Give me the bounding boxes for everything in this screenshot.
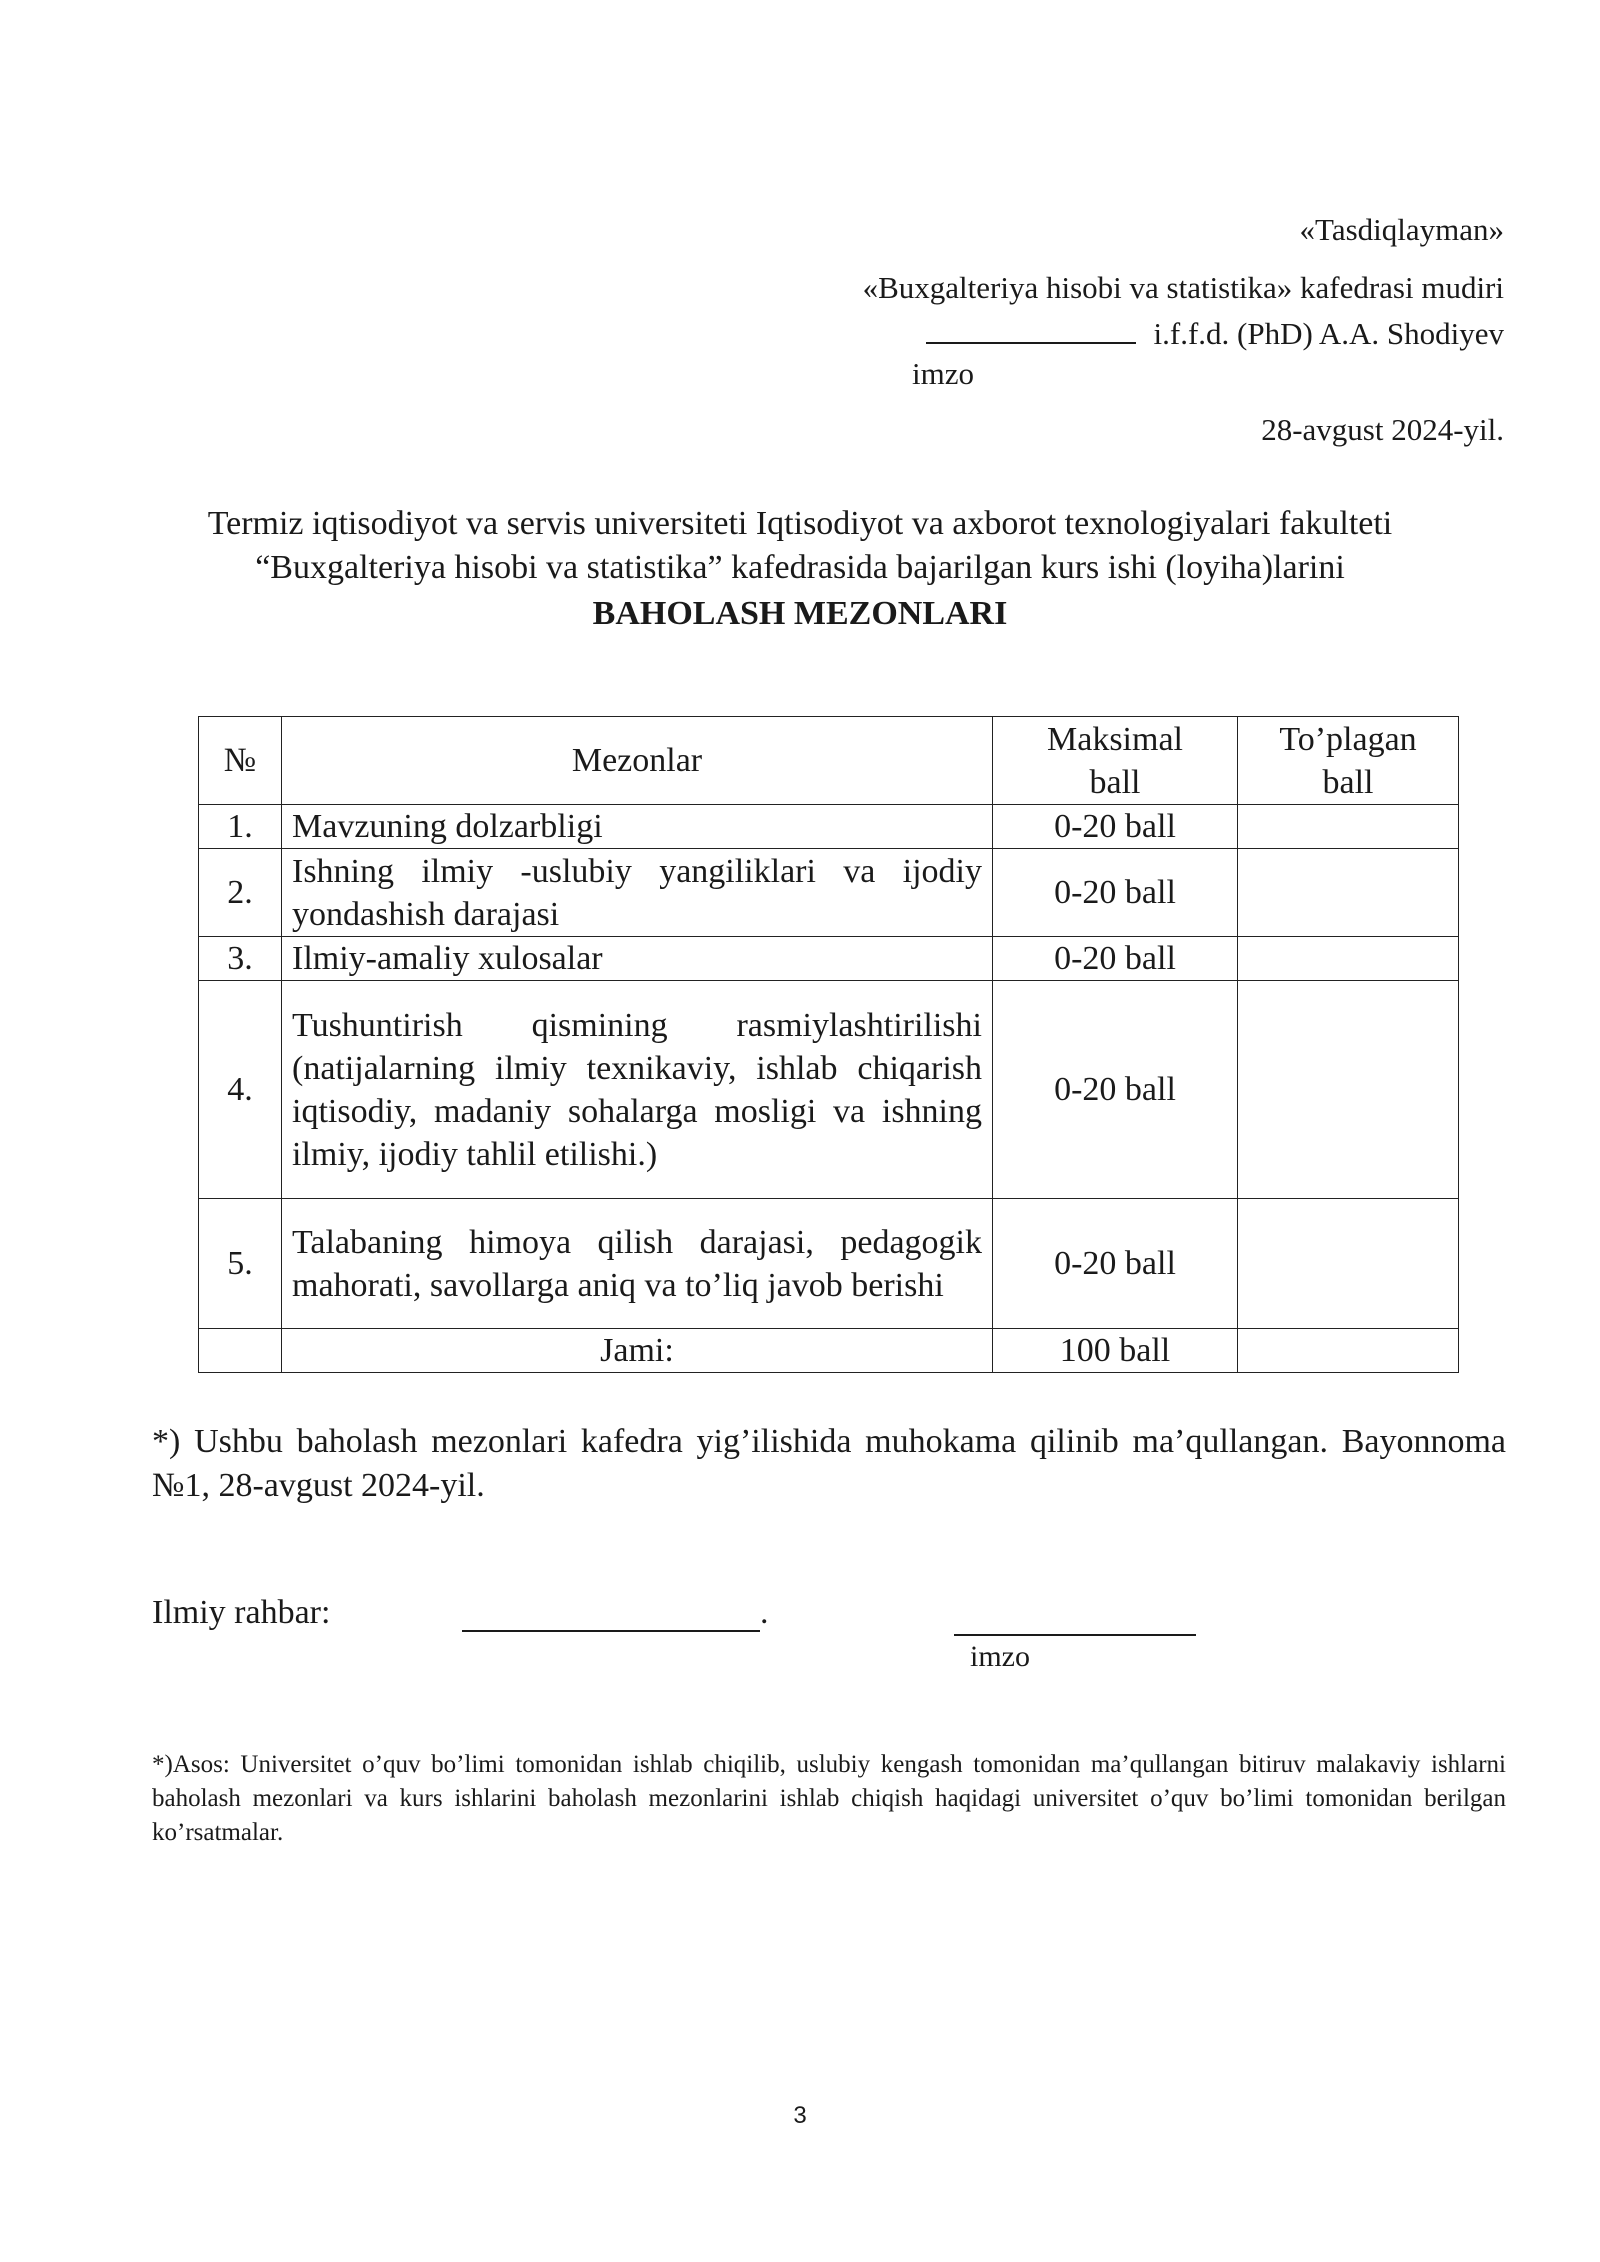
supervisor-label: Ilmiy rahbar: <box>152 1594 331 1631</box>
total-max-points: 100 ball <box>993 1329 1238 1373</box>
page-number: 3 <box>793 2102 807 2129</box>
page-title: BAHOLASH MEZONLARI <box>592 595 1008 632</box>
row-max-points: 0-20 ball <box>993 937 1238 981</box>
row-earned-points <box>1238 937 1459 981</box>
row-number: 4. <box>199 981 282 1199</box>
title-line-1: Termiz iqtisodiyot va servis universiteti Iqtisodiyot va axborot texnologiyalari fakulteti <box>207 505 1393 542</box>
row-max-points: 0-20 ball <box>993 849 1238 937</box>
supervisor-name-line <box>462 1600 760 1632</box>
row-max-points: 0-20 ball <box>993 981 1238 1199</box>
row-criterion: Ishning ilmiy -uslubiy yangiliklari va ijodiy yondashish darajasi <box>282 849 993 937</box>
approval-note: *) Ushbu baholash mezonlari kafedra yig’ilishida muhokama qilinib ma’qullangan. Bayonnoma №1, 28-avgust 2024-yil. <box>152 1423 1506 1504</box>
row-number: 5. <box>199 1199 282 1329</box>
department-head-line: «Buxgalteriya hisobi va statistika» kafedrasi mudiri <box>862 270 1504 305</box>
row-criterion: Tushuntirish qismining rasmiylashtirilishi (natijalarning ilmiy texnikaviy, ishlab chiqarish iqtisodiy, madaniy sohalarga mosligi va ishning ilmiy, ijodiy tahlil etilishi.) <box>282 981 993 1199</box>
signature-caption: imzo <box>912 356 974 391</box>
table-header-row <box>199 717 1459 805</box>
row-max-points: 0-20 ball <box>993 1199 1238 1329</box>
approval-title: «Tasdiqlayman» <box>1299 212 1504 247</box>
total-label: Jami: <box>282 1329 993 1373</box>
row-criterion: Talabaning himoya qilish darajasi, pedagogik mahorati, savollarga aniq va to’liq javob berishi <box>282 1199 993 1329</box>
signature-line <box>926 342 1136 344</box>
header-max-points: Maksimal ball <box>993 717 1238 805</box>
signer-line <box>926 316 1504 352</box>
row-earned-points <box>1238 981 1459 1199</box>
table-row <box>199 849 1459 937</box>
table-row <box>199 937 1459 981</box>
supervisor-name-field <box>462 1594 769 1632</box>
title-line-2: “Buxgalteriya hisobi va statistika” kafedrasida bajarilgan kurs ishi (loyiha)larini <box>255 549 1345 586</box>
table-total-row <box>199 1329 1459 1373</box>
table-row <box>199 1199 1459 1329</box>
row-number: 1. <box>199 805 282 849</box>
row-earned-points <box>1238 805 1459 849</box>
row-number: 2. <box>199 849 282 937</box>
header-earned-points: To’plagan ball <box>1238 717 1459 805</box>
row-earned-points <box>1238 849 1459 937</box>
row-criterion: Ilmiy-amaliy xulosalar <box>282 937 993 981</box>
criteria-table <box>198 716 1459 1373</box>
row-criterion: Mavzuning dolzarbligi <box>282 805 993 849</box>
header-criteria: Mezonlar <box>282 717 993 805</box>
row-earned-points <box>1238 1199 1459 1329</box>
approval-date: 28-avgust 2024-yil. <box>1261 412 1504 447</box>
total-number-cell <box>199 1329 282 1373</box>
header-number: № <box>199 717 282 805</box>
total-earned-points <box>1238 1329 1459 1373</box>
row-max-points: 0-20 ball <box>993 805 1238 849</box>
table-row <box>199 981 1459 1199</box>
footnote: *)Asos: Universitet o’quv bo’limi tomonidan ishlab chiqilib, uslubiy kengash tomonidan ma’qullangan bitiruv malakaviy ishlarni baholash mezonlari va kurs ishlarini baholash mezonlarini ishlab chiqish haqidagi universitet o’quv bo’limi tomonidan berilgan ko’rsatmalar. <box>152 1751 1506 1846</box>
table-row <box>199 805 1459 849</box>
signer-name: i.f.f.d. (PhD) A.A. Shodiyev <box>1153 316 1504 351</box>
supervisor-name-suffix: . <box>760 1594 769 1631</box>
row-number: 3. <box>199 937 282 981</box>
supervisor-signature-line <box>954 1604 1196 1636</box>
supervisor-signature-caption: imzo <box>970 1640 1030 1673</box>
